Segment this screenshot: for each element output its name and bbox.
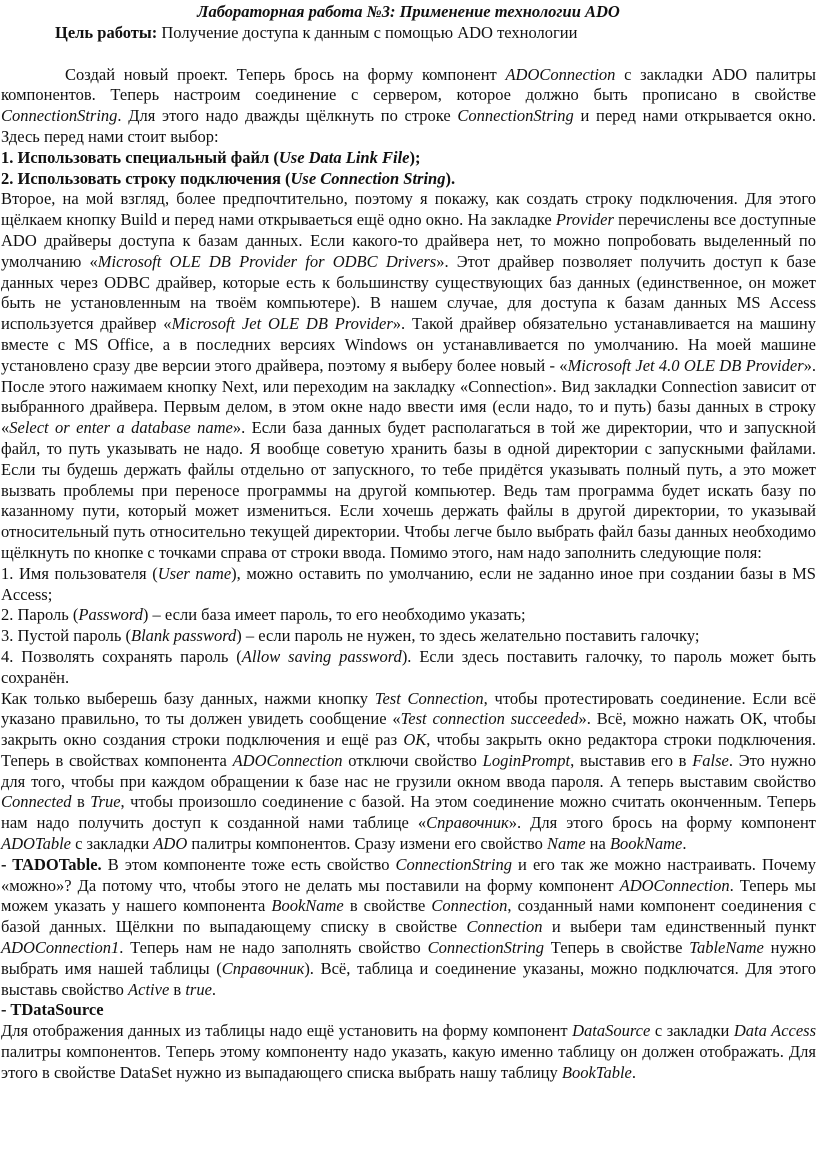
document-body bbox=[1, 65, 816, 1084]
text-run: Active bbox=[128, 979, 170, 999]
text-run: 4. Позволять сохранять пароль ( bbox=[1, 646, 242, 666]
text-run: ) – если пароль не нужен, то здесь желательно поставить галочку; bbox=[236, 626, 700, 646]
text-run: ) – если база имеет пароль, то его необходимо указать; bbox=[142, 605, 526, 625]
text-run: Справочник bbox=[221, 958, 305, 978]
text-run: перечислены все доступные ADO драйверы доступа к базам данных. Если какого-то драйвера нет, то можно попробовать выделенный по умолчанию « bbox=[1, 210, 816, 271]
text-run: LoginPrompt bbox=[482, 750, 571, 770]
text-run: ADOConnection bbox=[232, 750, 343, 770]
text-run: Blank password bbox=[131, 626, 237, 646]
text-run: TableName bbox=[689, 938, 764, 958]
text-run: - TDataSource bbox=[1, 1000, 104, 1020]
text-run: в свойстве bbox=[343, 896, 432, 916]
text-run: BookName bbox=[609, 834, 683, 854]
text-run: с закладки bbox=[650, 1021, 734, 1041]
text-run: палитры компонентов. Сразу измени его свойство bbox=[187, 834, 548, 854]
text-run: Select or enter a database name bbox=[9, 418, 233, 438]
text-run: - TADOTable. bbox=[1, 854, 102, 874]
intro-paragraph bbox=[1, 65, 816, 148]
text-run: Microsoft Jet OLE DB Provider bbox=[171, 314, 393, 334]
text-run: . Это нужно для того, чтобы при каждом обращении к базе нас не грузили окном ввода пароля. А теперь выставим свойство bbox=[1, 750, 816, 791]
text-run: ADOConnection bbox=[619, 875, 730, 895]
document-title: Лабораторная работа №3: Применение технологии ADO bbox=[197, 2, 620, 21]
text-run: ОК bbox=[403, 730, 427, 750]
text-run: ». После этого нажимаем кнопку Next, или переходим на закладку «Connection». Вид закладки Connection зависит от выбранного драйвера. Первым делом, в этом окне надо ввести имя (если надо, то и путь) базы данных в строку « bbox=[1, 355, 816, 438]
text-run: ». Для этого брось на форму компонент bbox=[508, 813, 816, 833]
text-run: Allow saving password bbox=[241, 646, 402, 666]
field-1 bbox=[1, 564, 816, 606]
connection-string-paragraph bbox=[1, 189, 816, 563]
text-run: true bbox=[185, 979, 212, 999]
text-run: ). Если здесь поставить галочку, то пароль может быть сохранён. bbox=[1, 646, 816, 687]
text-run: Password bbox=[78, 605, 143, 625]
text-run: 2. Использовать строку подключения ( bbox=[1, 168, 291, 188]
text-run: , чтобы закрыть окно редактора строки подключения. Теперь в свойствах компонента bbox=[1, 730, 816, 770]
text-run: и его так же можно настраивать. Почему «можно»? Да потому что, чтобы этого не делать мы поставили на форму компонент bbox=[1, 854, 816, 895]
text-run: . bbox=[631, 1062, 636, 1082]
text-run: Второе, на мой взгляд, более предпочтительно, поэтому я покажу, как создать строку подключения. Для этого щёлкаем кнопку Build и перед нами открываеться ещё одно окно. На закладке bbox=[1, 189, 816, 230]
text-run: Microsoft OLE DB Provider for ODBC Drivers bbox=[97, 251, 437, 271]
text-run: нужно выбрать имя нашей таблицы ( bbox=[1, 938, 816, 978]
text-run: ConnectionString bbox=[1, 106, 118, 126]
text-run: отключи свойство bbox=[342, 750, 483, 770]
text-run: . Теперь нам не надо заполнять свойство bbox=[119, 938, 428, 958]
text-run: ». Такой драйвер обязательно устанавливается на машину вместе с MS Office, а в последних версиях Windows он устанавливается по умолчанию. На моей машине установлено сразу две версии этого драйвера, поэтому я выберу более новый - « bbox=[1, 314, 816, 375]
text-run: Connection bbox=[431, 896, 508, 916]
text-run: , чтобы произошло соединение с базой. На этом соединение можно считать оконченным. Теперь нам надо получить доступ к созданной нами таблице « bbox=[1, 792, 816, 833]
text-run: ); bbox=[409, 147, 421, 167]
text-run: ), можно оставить по умолчанию, если не заданно иное при создании базы в MS Access; bbox=[1, 563, 816, 604]
option-1 bbox=[1, 148, 816, 169]
text-run: Как только выберешь базу данных, нажми кнопку bbox=[1, 688, 375, 708]
text-run: Test connection succeeded bbox=[400, 709, 579, 729]
text-run: палитры компонентов. Теперь этому компоненту надо указать, какую именно таблицу он должен отображать. Для этого в свойстве DataSet нужно из выпадающего списка выбрать нашу таблицу bbox=[1, 1042, 816, 1082]
text-run: ). bbox=[445, 168, 456, 188]
text-run: ConnectionString bbox=[457, 106, 574, 126]
tdatasource-heading bbox=[1, 1000, 816, 1021]
text-run: . Для этого надо дважды щёлкнуть по строке bbox=[117, 106, 458, 126]
text-run: 3. Пустой пароль ( bbox=[1, 626, 132, 646]
text-run: ADOConnection1 bbox=[1, 938, 120, 958]
text-run: 2. Пароль ( bbox=[1, 605, 79, 625]
tdatasource-paragraph bbox=[1, 1021, 816, 1083]
text-run: В этом компоненте тоже есть свойство bbox=[101, 854, 396, 874]
text-run: ». Если база данных будет располагаться в той же директории, что и запускной файл, то путь указывать не надо. Я вообще советую хранить базы в одной директории с запускными файлами. Если ты будешь держать файлы отдельно от запускного, то тебе придётся указывать полный путь, а это может вызвать проблемы при переносе программы на другой компьютер. Ведь там программа будет искать базу по казанному пути, который может измениться. Если хочешь держать файлы в другой директории, то указывай относительный путь относительно текущей директории. Чтобы легче было выбрать файл базы данных необходимо щёлкнуть по кнопке с точками справа от строки ввода. Помимо этого, нам надо заполнить следующие поля: bbox=[1, 418, 816, 562]
text-run: Data Access bbox=[733, 1021, 816, 1041]
text-run: в bbox=[169, 979, 186, 999]
text-run: ». Всё, можно нажать ОК, чтобы закрыть окно создания строки подключения и ещё раз bbox=[1, 709, 816, 750]
text-run: Создай новый проект. Теперь брось на форму компонент bbox=[65, 64, 506, 84]
test-connection-paragraph bbox=[1, 689, 816, 855]
text-run: 1. Имя пользователя ( bbox=[1, 563, 158, 583]
text-run: , созданный нами компонент соединения с базой данных. Щёлкни по выпадающему списку в свойстве bbox=[1, 896, 816, 937]
text-run: и перед нами открывается окно. Здесь перед нами стоит выбор: bbox=[1, 106, 816, 146]
text-run: Name bbox=[547, 834, 586, 854]
text-run: Теперь в свойстве bbox=[543, 938, 690, 958]
text-run: Microsoft Jet 4.0 OLE DB Provider bbox=[567, 355, 804, 375]
text-run: True bbox=[90, 792, 121, 812]
text-run: Use Data Link File bbox=[278, 147, 410, 167]
tadotable-paragraph bbox=[1, 855, 816, 1001]
option-2 bbox=[1, 169, 816, 190]
text-run: DataSource bbox=[572, 1021, 651, 1041]
text-run: с закладки ADO палитры компонентов. Теперь настроим соединение с сервером, которое должно быть прописано в свойстве bbox=[1, 64, 816, 105]
text-run: . bbox=[682, 834, 687, 854]
text-run: ». Этот драйвер позволяет получить доступ к базе данных через ODBC драйвер, которые есть к большинству существующих баз данных (единственное, он может быть не установленным на твоём компьютере). В нашем случае, для доступа к базам данных MS Access используется драйвер « bbox=[1, 251, 816, 334]
goal-label: Цель работы: bbox=[55, 22, 158, 42]
field-3 bbox=[1, 626, 816, 647]
text-run: Connection bbox=[466, 917, 543, 937]
text-run: False bbox=[692, 750, 729, 770]
text-run: ADO bbox=[153, 834, 188, 854]
text-run: ConnectionString bbox=[427, 938, 544, 958]
text-run: на bbox=[585, 834, 610, 854]
goal-text: Получение доступа к данным с помощью ADO технологии bbox=[157, 22, 578, 42]
text-run: , выставив его в bbox=[570, 750, 693, 770]
goal-line bbox=[1, 23, 816, 44]
text-run: BookTable bbox=[561, 1062, 632, 1082]
text-run: ConnectionString bbox=[395, 854, 512, 874]
field-2 bbox=[1, 605, 816, 626]
text-run: 1. Использовать специальный файл ( bbox=[1, 147, 279, 167]
text-run: BookName bbox=[271, 896, 344, 916]
text-run: , чтобы протестировать соединение. Если всё указано правильно, то ты должен увидеть сообщение « bbox=[1, 688, 816, 729]
text-run: Test Connection bbox=[374, 688, 484, 708]
text-run: Для отображения данных из таблицы надо ещё установить на форму компонент bbox=[1, 1021, 573, 1041]
text-run: и выбери там единственный пункт bbox=[542, 917, 816, 937]
text-run: в bbox=[71, 792, 91, 812]
text-run: Use Connection String bbox=[290, 168, 446, 188]
text-run: . bbox=[211, 979, 217, 999]
text-run: User name bbox=[157, 563, 232, 583]
field-4 bbox=[1, 647, 816, 689]
text-run: Справочник bbox=[426, 813, 509, 833]
text-run: . Теперь мы можем указать у нашего компонента bbox=[1, 875, 816, 916]
text-run: ). Всё, таблица и соединение указаны, можно подключатся. Для этого выставь свойство bbox=[1, 958, 816, 999]
text-run: ADOConnection bbox=[505, 64, 616, 84]
text-run: ADOTable bbox=[1, 834, 71, 854]
text-run: с закладки bbox=[70, 834, 154, 854]
text-run: Provider bbox=[555, 210, 614, 230]
text-run: Connected bbox=[1, 792, 72, 812]
